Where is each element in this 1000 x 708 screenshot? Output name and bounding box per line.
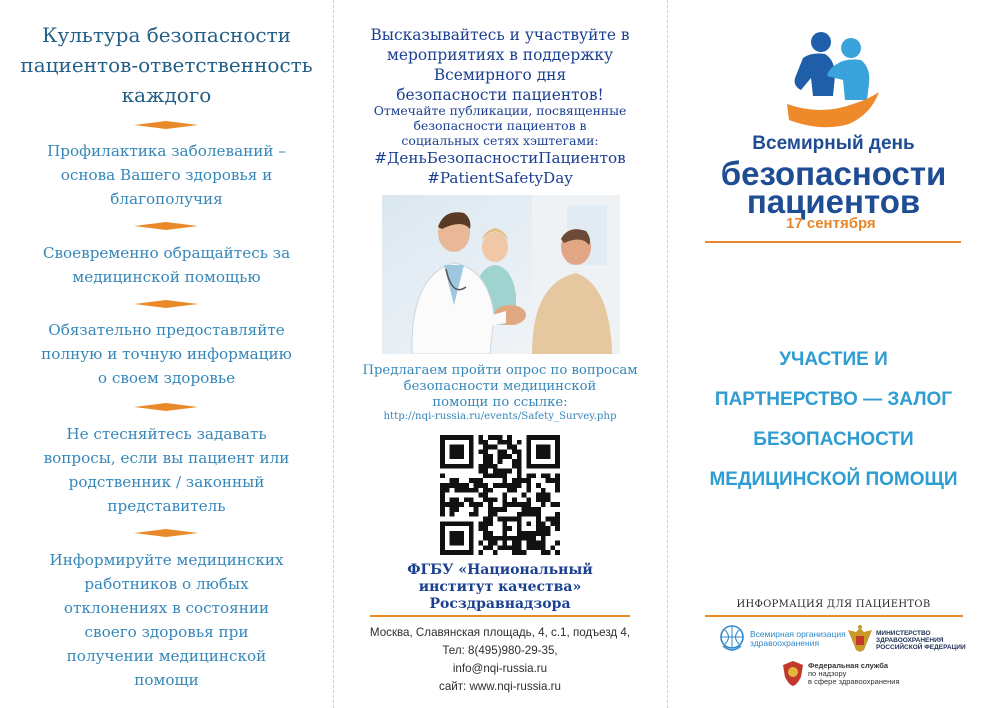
- advice-line: вопросы, если вы пациент или: [43, 449, 290, 467]
- divider-diamond: [134, 529, 198, 537]
- survey-invitation: [333, 363, 667, 411]
- advice-line: работников о любых: [84, 575, 249, 593]
- divider-diamond: [134, 300, 198, 308]
- advice-line: Обязательно предоставляйте: [48, 321, 285, 339]
- headline-line: Высказывайтесь и участвуйте в: [370, 26, 630, 44]
- advice-line: отклонениях в состоянии: [63, 599, 270, 617]
- info-for-patients-label: ИНФОРМАЦИЯ ДЛЯ ПАЦИЕНТОВ: [736, 599, 931, 610]
- hashtag: #ДеньБезопасностиПациентов: [374, 149, 626, 167]
- org-line: ФГБУ «Национальный: [407, 562, 593, 578]
- advice-line: медицинской помощью: [72, 268, 261, 286]
- left-panel: [0, 0, 333, 708]
- ministry-line: ЗДРАВООХРАНЕНИЯ: [876, 637, 944, 644]
- advice-line: родственник / законный: [68, 473, 265, 491]
- slogan-line: УЧАСТИЕ И: [779, 349, 888, 370]
- title-line: пациентов-ответственность: [20, 53, 313, 77]
- address: Москва, Славянская площадь, 4, с.1, подъезд 4,: [369, 626, 631, 639]
- advice-block-information: [0, 318, 333, 390]
- logo-underline: [705, 241, 961, 243]
- right-panel: [667, 0, 1000, 708]
- advice-block-prevention: [0, 139, 333, 211]
- who-line: Всемирная организация: [750, 629, 846, 639]
- title-line: каждого: [121, 83, 212, 107]
- roszdravnadzor-emblem-icon: [781, 659, 805, 687]
- title-line: Культура безопасности: [41, 23, 291, 47]
- headline-line: безопасности пациентов!: [396, 86, 604, 104]
- advice-line: о своем здоровье: [97, 369, 236, 387]
- organization-name: [333, 562, 667, 613]
- hashtags: [333, 148, 667, 188]
- people-hands-logo-icon: [781, 30, 883, 132]
- logo-line-1: Всемирный день: [752, 133, 915, 154]
- roszdrav-line: Федеральная служба: [808, 661, 889, 670]
- phone[interactable]: Тел: 8(495)980-29-35,: [442, 644, 558, 657]
- advice-line: основа Вашего здоровья и: [60, 166, 273, 184]
- divider-diamond: [134, 403, 198, 411]
- website-link[interactable]: сайт: www.nqi-russia.ru: [439, 680, 561, 693]
- note-line: безопасности пациентов в: [413, 118, 587, 133]
- ministry-line: МИНИСТЕРСТВО: [876, 630, 931, 637]
- note-line: Отмечайте публикации, посвященные: [373, 103, 627, 118]
- middle-panel: [333, 0, 667, 708]
- survey-line: Предлагаем пройти опрос по вопросам: [362, 363, 638, 378]
- advice-line: помощи: [134, 671, 199, 689]
- contact-info: [333, 624, 667, 696]
- survey-line: помощи по ссылке:: [432, 395, 568, 410]
- roszdrav-line: по надзору: [808, 669, 847, 678]
- advice-line: Профилактика заболеваний –: [47, 142, 286, 160]
- hashtag: #PatientSafetyDay: [427, 169, 573, 187]
- slogan-line: МЕДИЦИНСКОЙ ПОМОЩИ: [709, 469, 958, 490]
- info-underline: [705, 615, 963, 617]
- advice-line: представитель: [107, 497, 226, 515]
- advice-line: Своевременно обращайтесь за: [42, 244, 291, 262]
- roszdrav-line: в сфере здравоохранения: [808, 677, 900, 686]
- hashtag-note: [333, 103, 667, 148]
- note-line: социальных сетях хэштегами:: [401, 133, 599, 148]
- roszdravnadzor-name: [808, 662, 900, 686]
- culture-title: [0, 20, 333, 110]
- participation-headline: [333, 25, 667, 105]
- org-line: Росздравнадзора: [429, 596, 571, 612]
- ministry-name: [876, 630, 966, 651]
- advice-block-questions: [0, 422, 333, 518]
- ministry-line: РОССИЙСКОЙ ФЕДЕРАЦИИ: [876, 644, 966, 651]
- advice-block-timely: [0, 241, 333, 289]
- advice-line: благополучия: [110, 190, 223, 208]
- logo-line-3: пациентов: [746, 183, 921, 220]
- email-link[interactable]: info@nqi-russia.ru: [452, 662, 548, 675]
- who-line: здравоохранения: [750, 638, 820, 648]
- survey-link[interactable]: http://nqi-russia.ru/events/Safety_Survey.php: [383, 411, 617, 422]
- who-emblem-icon: [717, 624, 747, 652]
- survey-line: безопасности медицинской: [403, 379, 597, 394]
- who-name: [750, 630, 846, 648]
- advice-line: полную и точную информацию: [41, 345, 292, 363]
- advice-line: получении медицинской: [66, 647, 267, 665]
- divider-diamond: [134, 222, 198, 230]
- survey-qr-code[interactable]: [440, 435, 560, 555]
- headline-line: мероприятиях в поддержку: [386, 46, 614, 64]
- slogan-line: ПАРТНЕРСТВО — ЗАЛОГ: [714, 389, 953, 410]
- divider-diamond: [134, 121, 198, 129]
- ministry-eagle-icon: [846, 624, 874, 654]
- logo-line-2: безопасности: [720, 155, 947, 192]
- slogan: [667, 340, 1000, 500]
- advice-line: Не стесняйтесь задавать: [66, 425, 267, 443]
- headline-line: Всемирного дня: [433, 66, 567, 84]
- advice-line: своего здоровья при: [84, 623, 249, 641]
- advice-line: Информируйте медицинских: [49, 551, 284, 569]
- logo-date: 17 сентября: [786, 215, 876, 232]
- advice-block-inform: [0, 548, 333, 692]
- slogan-line: БЕЗОПАСНОСТИ: [753, 429, 914, 450]
- doctor-patient-photo: [382, 195, 620, 354]
- divider-line: [370, 615, 630, 617]
- org-line: институт качества»: [418, 579, 582, 595]
